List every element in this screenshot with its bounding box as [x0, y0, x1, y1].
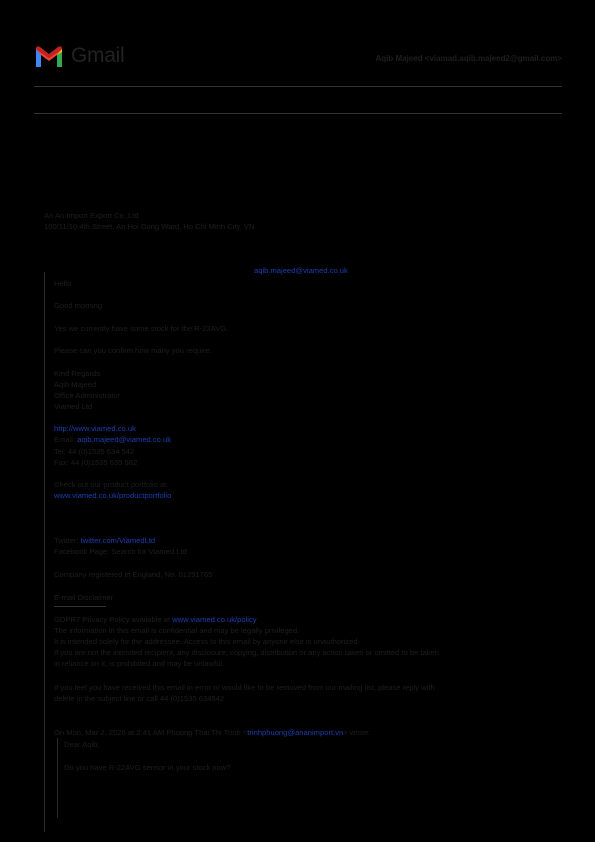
body-line-1: Yes we currently have some stock for the R-22AVG. [54, 324, 229, 333]
sig-email-label: Email: [54, 435, 78, 444]
quote-bar-inner [57, 738, 58, 818]
sender-line: Aqib Majeed <viamad.aqib.majeed2@gmail.com> [375, 54, 562, 63]
disclaimer-p2: It is intended solely for the addressee. Access to this email by anyone else is unauthorized. [54, 637, 360, 646]
gmail-logo-icon [34, 45, 64, 67]
sig-fax: Fax: 44 (0)1535 635 582 [54, 458, 138, 467]
disclaimer-title: E-mail Disclaimer [54, 593, 114, 602]
disclaimer-p3: If you are not the intended recipient, any disclosure, copying, distribution or any action taken or omitted to be taken [54, 648, 439, 657]
disclaimer-p1: The information in this email is confidential and may be legally privileged. [54, 626, 300, 635]
quote-intro [54, 728, 370, 738]
twitter-row [54, 536, 155, 546]
sig-email-link[interactable]: aqib.majeed@viamed.co.uk [77, 435, 172, 444]
sig-regards: Kind Regards [54, 369, 101, 378]
twitter-label: Twitter: [54, 536, 81, 545]
gdpr-row [54, 615, 257, 625]
divider-top [34, 86, 562, 87]
facebook-line: Facebook Page: Search for Viamed Ltd [54, 547, 187, 556]
portfolio-label: Check out our product portfolio at: [54, 480, 169, 489]
website-link[interactable]: http://www.viamed.co.uk [54, 424, 136, 433]
portfolio-link[interactable]: www.viamed.co.uk/productportfolio [54, 491, 172, 500]
gdpr-link[interactable]: www.viamed.co.uk/policy [172, 615, 257, 624]
divider-second [34, 113, 562, 114]
sig-name: Aqib Majeed [54, 380, 97, 389]
sig-tel: Tel: 44 (0)1535 634 542 [54, 447, 135, 456]
quote-intro-post: > wrote: [343, 728, 371, 737]
gmail-wordmark: Gmail [71, 44, 125, 67]
body-line-2: Please can you confirm how many you require. [54, 346, 212, 355]
twitter-link[interactable]: twitter.com/ViamedLtd [80, 536, 156, 545]
quote-intro-pre: On Mon, Mar 2, 2026 at 2:41 AM Phuong Thai Thi Trinh < [54, 728, 248, 737]
gdpr-label: GDPR7 Privacy Policy available at [54, 615, 173, 624]
disclaimer-p5: If you feel you have received this email in error or would like to be removed from our mailing list, please reply with [54, 683, 435, 692]
disclaimer-p6: delete in the subject line or call 44 (0)1535 634542 [54, 694, 225, 703]
company-address: 100/11/10 4th Street, An Hoi Dong Ward, Ho Chi Minh City, VN [44, 222, 255, 231]
greeting: Hello [54, 279, 72, 288]
quote-dear: Dear Aqib, [64, 740, 100, 749]
disclaimer-p4: in reliance on it, is prohibited and may be unlawful. [54, 659, 225, 668]
disclaimer-rule [54, 606, 106, 607]
quote-bar-outer [44, 272, 45, 832]
morning-line: Good morning [54, 301, 103, 310]
quote-intro-email[interactable]: trinhphuong@ananimport.vn [247, 728, 344, 737]
quote-question: Do you have R-22AVG sensor in your stock now? [64, 763, 231, 772]
sig-company: Viamed Ltd [54, 402, 93, 411]
sig-role: Office Administrator [54, 391, 121, 400]
registered-line: Company registered in England, No. 01291765 [54, 570, 213, 579]
from-email-link[interactable]: aqib.majeed@viamed.co.uk [254, 266, 348, 275]
sig-email-row [54, 435, 171, 445]
company-name: An An Import Export Co.,Ltd [44, 211, 139, 220]
